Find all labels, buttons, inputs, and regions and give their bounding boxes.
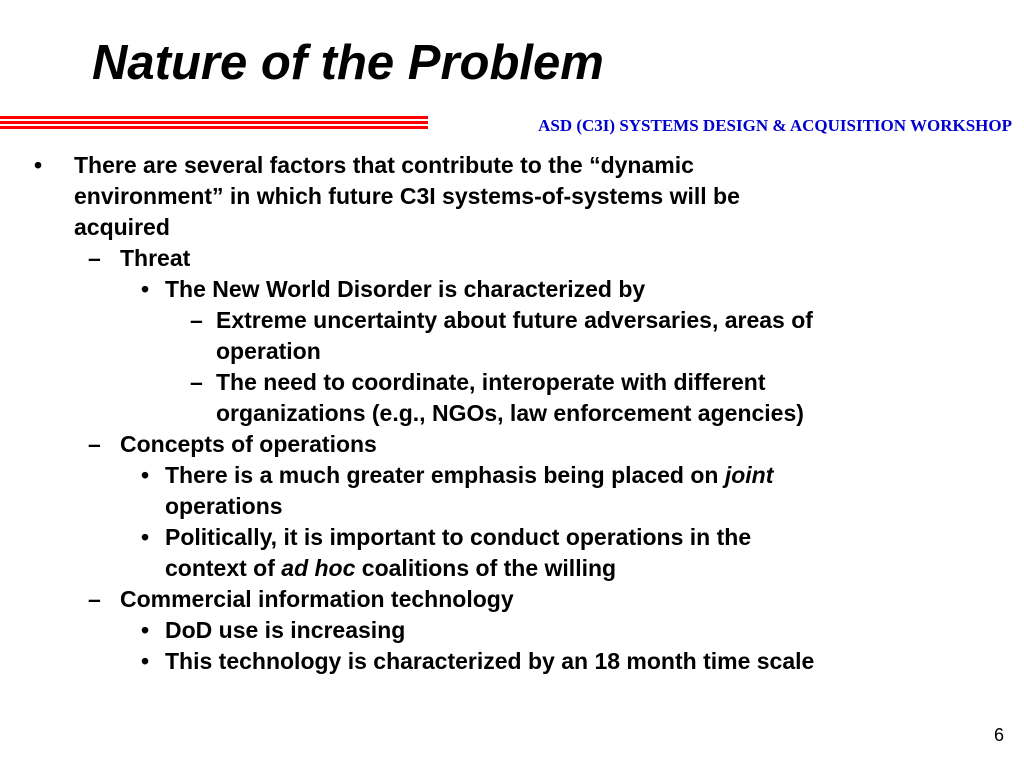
- bullet-concepts: [0, 429, 1024, 460]
- bullet-text: Concepts of operations: [120, 431, 377, 457]
- bullet-text-part: There is a much greater emphasis being placed on: [165, 462, 725, 488]
- dash-marker: –: [88, 586, 101, 612]
- bullet-text: environment” in which future C3I systems-of-systems will be: [74, 183, 740, 209]
- bullet-threat: [0, 243, 1024, 274]
- dash-marker: –: [190, 307, 203, 333]
- workshop-banner: ASD (C3I) SYSTEMS DESIGN & ACQUISITION WORKSHOP: [538, 116, 1012, 135]
- bullet-text: organizations (e.g., NGOs, law enforcement agencies): [216, 400, 804, 426]
- dash-marker: –: [190, 369, 203, 395]
- slide-title: Nature of the Problem: [92, 36, 604, 90]
- bullet-text: Threat: [120, 245, 191, 271]
- bullet-text: DoD use is increasing: [165, 617, 406, 643]
- header-stripes: [0, 116, 428, 130]
- bullet-text: Politically, it is important to conduct operations in the: [165, 524, 752, 550]
- page-number: 6: [993, 725, 1004, 745]
- bullet-text: operation: [216, 338, 321, 364]
- bullet-text: [165, 460, 1024, 491]
- bullet-dod: [0, 615, 1024, 646]
- bullet-marker: •: [141, 524, 150, 550]
- bullet-list: [0, 150, 1024, 677]
- bullet-timescale: [0, 646, 1024, 677]
- emphasis-word: joint: [724, 462, 774, 488]
- stripe-line: [0, 116, 428, 119]
- dash-marker: –: [88, 245, 101, 271]
- bullet-text: acquired: [74, 214, 170, 240]
- bullet-text: operations: [165, 493, 283, 519]
- bullet-text: The New World Disorder is characterized by: [165, 276, 646, 302]
- bullet-coordinate: [0, 367, 1024, 429]
- bullet-marker: •: [141, 648, 150, 674]
- dash-marker: –: [88, 431, 101, 457]
- bullet-text: The need to coordinate, interoperate with different: [216, 369, 766, 395]
- bullet-political: [0, 522, 1024, 584]
- emphasis-word: ad hoc: [281, 555, 356, 581]
- bullet-text-part: coalitions of the willing: [355, 555, 617, 581]
- bullet-marker: •: [141, 617, 150, 643]
- stripe-line: [0, 121, 428, 124]
- bullet-text: There are several factors that contribute to the “dynamic: [74, 152, 694, 178]
- bullet-disorder: [0, 274, 1024, 305]
- bullet-marker: •: [141, 462, 150, 488]
- bullet-text: [165, 553, 1024, 584]
- bullet-text: Extreme uncertainty about future adversaries, areas of: [216, 307, 813, 333]
- bullet-intro: [0, 150, 1024, 243]
- bullet-marker: •: [34, 152, 43, 178]
- bullet-uncertainty: [0, 305, 1024, 367]
- bullet-commercial: [0, 584, 1024, 615]
- bullet-text: This technology is characterized by an 18 month time scale: [165, 648, 815, 674]
- bullet-marker: •: [141, 276, 150, 302]
- bullet-text-part: context of: [165, 555, 282, 581]
- stripe-line: [0, 126, 428, 129]
- bullet-emphasis: [0, 460, 1024, 522]
- bullet-text: Commercial information technology: [120, 586, 514, 612]
